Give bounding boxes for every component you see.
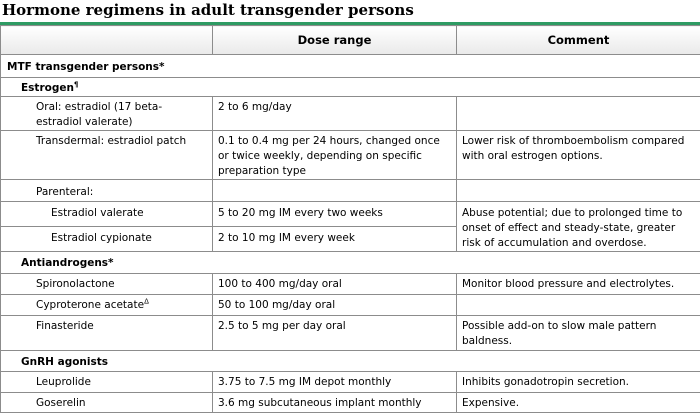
comment-cell [457,180,700,202]
subsection-gnrh: GnRH agonists [1,351,700,372]
drug-name: Transdermal: estradiol patch [1,131,213,180]
comment-cell: Inhibits gonadotropin secretion. [457,372,700,393]
dose-cell: 2 to 10 mg IM every week [213,227,457,252]
drug-name: Estradiol cypionate [1,227,213,252]
dose-cell: 3.75 to 7.5 mg IM depot monthly [213,372,457,393]
dose-cell: 2 to 6 mg/day [213,97,457,131]
drug-name: Goserelin [1,393,213,413]
table-row [1,316,700,351]
section-mtf: MTF transgender persons* [1,55,700,78]
comment-cell [457,295,700,316]
comment-cell: Lower risk of thromboembolism compared with oral estrogen options. [457,131,700,180]
subsection-antiandrogens: Antiandrogens* [1,252,700,274]
table-row [1,274,700,295]
table-row [1,180,700,202]
table-title: Hormone regimens in adult transgender persons [0,0,700,25]
table-row [1,372,700,393]
subsection-row [1,351,700,372]
table-row [1,393,700,413]
dose-cell [213,180,457,202]
comment-cell: Expensive. [457,393,700,413]
subsection-row [1,252,700,274]
comment-cell: Monitor blood pressure and electrolytes. [457,274,700,295]
drug-name: Leuprolide [1,372,213,393]
table-row [1,202,700,227]
comment-cell [457,97,700,131]
section-row [1,55,700,78]
hormone-table [0,25,700,413]
dose-cell: 3.6 mg subcutaneous implant monthly [213,393,457,413]
dose-cell: 2.5 to 5 mg per day oral [213,316,457,351]
drug-name: Parenteral: [1,180,213,202]
header-row [1,26,700,55]
drug-name: Estradiol valerate [1,202,213,227]
drug-name: Oral: estradiol (17 beta-estradiol valerate) [1,97,213,131]
header-blank [1,26,213,55]
table-row [1,97,700,131]
drug-name: Spironolactone [1,274,213,295]
drug-name-text: Cyproterone acetate [36,299,145,311]
drug-name [1,295,213,316]
table-row [1,295,700,316]
subsection-row [1,78,700,97]
drug-name: Finasteride [1,316,213,351]
subsection-estrogen [1,78,700,97]
dose-cell: 100 to 400 mg/day oral [213,274,457,295]
footnote-marker: ¶ [73,80,79,89]
header-comment: Comment [457,26,700,55]
dose-cell: 50 to 100 mg/day oral [213,295,457,316]
dose-cell: 5 to 20 mg IM every two weeks [213,202,457,227]
table-row [1,131,700,180]
header-dose-range: Dose range [213,26,457,55]
subsection-estrogen-label: Estrogen [21,82,74,94]
dose-cell: 0.1 to 0.4 mg per 24 hours, changed once or twice weekly, depending on specific preparation type [213,131,457,180]
footnote-marker: Δ [144,297,149,306]
comment-cell: Possible add-on to slow male pattern baldness. [457,316,700,351]
comment-cell: Abuse potential; due to prolonged time to onset of effect and steady-state, greater risk of accumulation and overdose. [457,202,700,252]
